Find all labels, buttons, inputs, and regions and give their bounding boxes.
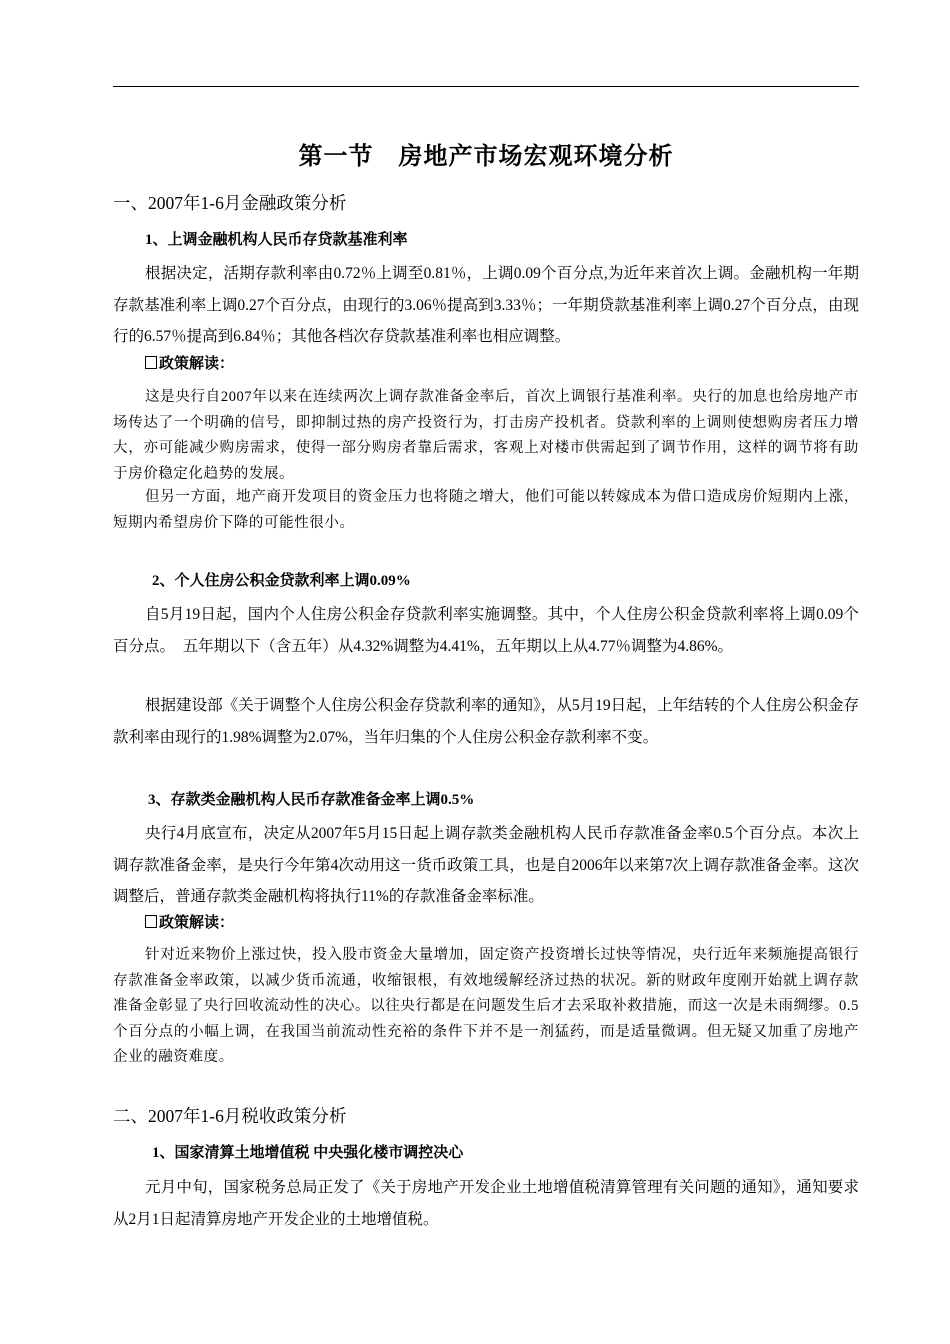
section2-item1-body: 元月中旬，国家税务总局正发了《关于房地产开发企业土地增值税清算管理有关问题的通知》，通知要求从2月1日起清算房地产开发企业的土地增值税。 xyxy=(113,1179,859,1228)
section2-item1-heading: 1、国家清算土地增值税 中央强化楼市调控决心 xyxy=(152,1145,464,1161)
interp-label-text: 政策解读： xyxy=(159,356,235,372)
section1-item3-heading: 3、存款类金融机构人民币存款准备金率上调0.5% xyxy=(148,792,475,808)
section1-item1-interp-p1: 这是央行自2007年以来在连续两次上调存款准备金率后，首次上调银行基准利率。央行的加息也给房地产市场传达了一个明确的信号，即抑制过热的房产投资行为，打击房产投机者。贷款利率的上调则使想购房者压力增大，亦可能减少购房需求，使得一部分购房者靠后需求，客观上对楼市供需起到了调节作用，这样的调节将有助于房价稳定化趋势的发展。 xyxy=(113,389,859,482)
section1-item3-interp-label xyxy=(145,911,234,935)
header-rule xyxy=(113,86,859,87)
section2-heading: 二、2007年1-6月税收政策分析 xyxy=(113,1106,347,1126)
section1-item1-interp-label xyxy=(145,352,234,376)
section1-item3-body: 央行4月底宣布，决定从2007年5月15日起上调存款类金融机构人民币存款准备金率0.5个百分点。本次上调存款准备金率，是央行今年第4次动用这一货币政策工具，也是自2006年以来第7次上调存款准备金率。这次调整后，普通存款类金融机构将执行11%的存款准备金率标准。 xyxy=(113,825,859,905)
section1-item1-body: 根据决定，活期存款利率由0.72％上调至0.81％，上调0.09个百分点,为近年来首次上调。金融机构一年期存款基准利率上调0.27个百分点，由现行的3.06％提高到3.33％；一年期贷款基准利率上调0.27个百分点，由现行的6.57％提高到6.84％；其他各档次存贷款基准利率也相应调整。 xyxy=(113,265,859,345)
page-title: 第一节 房地产市场宏观环境分析 xyxy=(298,144,674,170)
section1-item2-body2: 根据建设部《关于调整个人住房公积金存贷款利率的通知》，从5月19日起，上年结转的个人住房公积金存款利率由现行的1.98%调整为2.07%，当年归集的个人住房公积金存款利率不变。 xyxy=(113,697,859,746)
section1-item2-heading: 2、个人住房公积金贷款利率上调0.09% xyxy=(152,573,411,589)
section1-item1-interp-p2: 但另一方面，地产商开发项目的资金压力也将随之增大，他们可能以转嫁成本为借口造成房价短期内上涨，短期内希望房价下降的可能性很小。 xyxy=(113,489,859,531)
section1-item3-interp-p1: 针对近来物价上涨过快，投入股市资金大量增加，固定资产投资增长过快等情况，央行近年来频施提高银行存款准备金率政策，以减少货币流通，收缩银根，有效地缓解经济过热的状况。新的财政年度刚开始就上调存款准备金彰显了央行回收流动性的决心。以往央行都是在问题发生后才去采取补救措施，而这一次是未雨绸缪。0.5个百分点的小幅上调，在我国当前流动性充裕的条件下并不是一剂猛药，而是适量微调。但无疑又加重了房地产企业的融资难度。 xyxy=(113,947,859,1065)
checkbox-glyph-icon xyxy=(145,915,157,928)
section1-item2-body1: 自5月19日起，国内个人住房公积金存贷款利率实施调整。其中，个人住房公积金贷款利率将上调0.09个百分点。 五年期以下（含五年）从4.32%调整为4.41%，五年期以上从4.77％调整为4.86%。 xyxy=(113,606,859,655)
checkbox-glyph-icon xyxy=(145,356,157,369)
interp-label-text: 政策解读： xyxy=(159,915,235,931)
section1-item1-heading: 1、上调金融机构人民币存贷款基准利率 xyxy=(145,232,408,248)
section1-heading: 一、2007年1-6月金融政策分析 xyxy=(113,193,347,213)
